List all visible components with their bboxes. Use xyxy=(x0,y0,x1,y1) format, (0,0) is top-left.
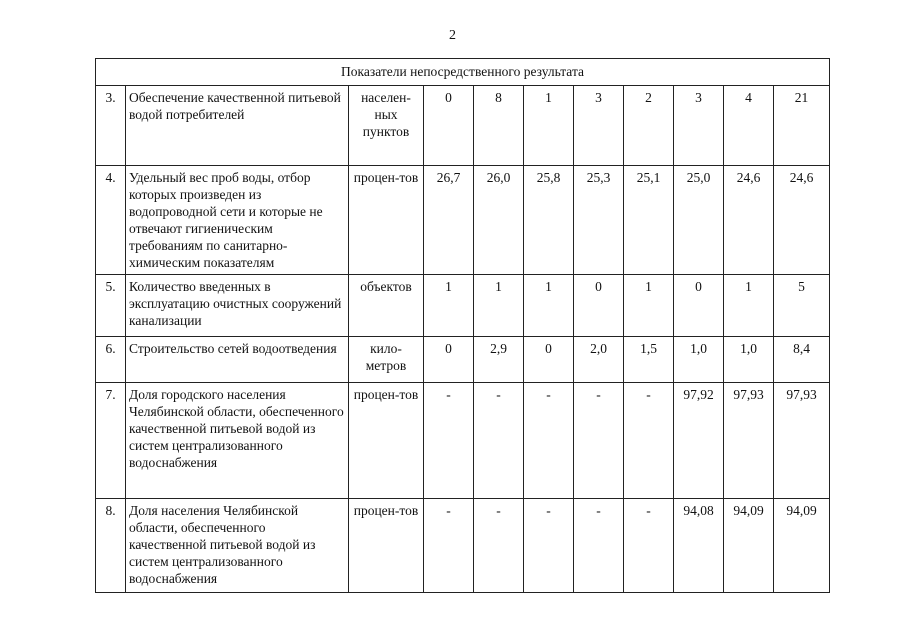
value-cell: 2,9 xyxy=(474,337,524,383)
value-cell: 94,08 xyxy=(674,499,724,593)
indicators-table xyxy=(95,58,830,593)
value-cell: 26,0 xyxy=(474,166,524,275)
value-cell: 1,0 xyxy=(724,337,774,383)
table-row xyxy=(96,86,830,166)
value-cell: 97,93 xyxy=(724,383,774,499)
indicator-name: Количество введенных в эксплуатацию очистных сооружений канализации xyxy=(126,275,349,337)
value-cell: 2,0 xyxy=(574,337,624,383)
value-cell: 3 xyxy=(674,86,724,166)
value-cell: 24,6 xyxy=(724,166,774,275)
value-cell: 94,09 xyxy=(774,499,830,593)
value-cell: - xyxy=(424,499,474,593)
row-number: 4. xyxy=(96,166,126,275)
value-cell: - xyxy=(624,383,674,499)
value-cell: 97,92 xyxy=(674,383,724,499)
value-cell: 8 xyxy=(474,86,524,166)
value-cell: - xyxy=(474,383,524,499)
value-cell: - xyxy=(474,499,524,593)
value-cell: 1,5 xyxy=(624,337,674,383)
indicator-name: Обеспечение качественной питьевой водой потребителей xyxy=(126,86,349,166)
value-cell: 1 xyxy=(524,86,574,166)
value-cell: - xyxy=(424,383,474,499)
value-cell: 25,8 xyxy=(524,166,574,275)
value-cell: - xyxy=(524,383,574,499)
unit-of-measure: процен-тов xyxy=(349,383,424,499)
value-cell: 0 xyxy=(574,275,624,337)
value-cell: 0 xyxy=(424,86,474,166)
value-cell: 25,0 xyxy=(674,166,724,275)
value-cell: - xyxy=(524,499,574,593)
section-header: Показатели непосредственного результата xyxy=(96,59,830,86)
value-cell: 8,4 xyxy=(774,337,830,383)
indicator-name: Удельный вес проб воды, отбор которых произведен из водопроводной сети и которые не отвечают гигиеническим требованиям по санитарно-химическим показателям xyxy=(126,166,349,275)
value-cell: 1 xyxy=(624,275,674,337)
value-cell: 26,7 xyxy=(424,166,474,275)
value-cell: 97,93 xyxy=(774,383,830,499)
value-cell: 1,0 xyxy=(674,337,724,383)
value-cell: 1 xyxy=(524,275,574,337)
value-cell: 4 xyxy=(724,86,774,166)
table-row xyxy=(96,275,830,337)
unit-of-measure: процен-тов xyxy=(349,499,424,593)
unit-of-measure: объектов xyxy=(349,275,424,337)
value-cell: 3 xyxy=(574,86,624,166)
value-cell: 25,1 xyxy=(624,166,674,275)
value-cell: 94,09 xyxy=(724,499,774,593)
row-number: 6. xyxy=(96,337,126,383)
page-number: 2 xyxy=(449,28,456,43)
table-row xyxy=(96,499,830,593)
value-cell: - xyxy=(624,499,674,593)
row-number: 3. xyxy=(96,86,126,166)
indicator-name: Строительство сетей водоотведения xyxy=(126,337,349,383)
value-cell: 1 xyxy=(474,275,524,337)
value-cell: 25,3 xyxy=(574,166,624,275)
value-cell: - xyxy=(574,499,624,593)
value-cell: 5 xyxy=(774,275,830,337)
value-cell: 24,6 xyxy=(774,166,830,275)
unit-of-measure: населен-ных пунктов xyxy=(349,86,424,166)
value-cell: 0 xyxy=(524,337,574,383)
value-cell: 0 xyxy=(424,337,474,383)
section-header-row xyxy=(96,59,830,86)
row-number: 7. xyxy=(96,383,126,499)
unit-of-measure: кило-метров xyxy=(349,337,424,383)
unit-of-measure: процен-тов xyxy=(349,166,424,275)
table-row xyxy=(96,383,830,499)
value-cell: 0 xyxy=(674,275,724,337)
indicator-name: Доля населения Челябинской области, обеспеченного качественной питьевой водой из систем централизованного водоснабжения xyxy=(126,499,349,593)
table-row xyxy=(96,337,830,383)
row-number: 8. xyxy=(96,499,126,593)
value-cell: 2 xyxy=(624,86,674,166)
value-cell: 1 xyxy=(424,275,474,337)
indicator-name: Доля городского населения Челябинской области, обеспеченного качественной питьевой водой из систем централизованного водоснабжения xyxy=(126,383,349,499)
row-number: 5. xyxy=(96,275,126,337)
value-cell: - xyxy=(574,383,624,499)
table-row xyxy=(96,166,830,275)
value-cell: 1 xyxy=(724,275,774,337)
value-cell: 21 xyxy=(774,86,830,166)
